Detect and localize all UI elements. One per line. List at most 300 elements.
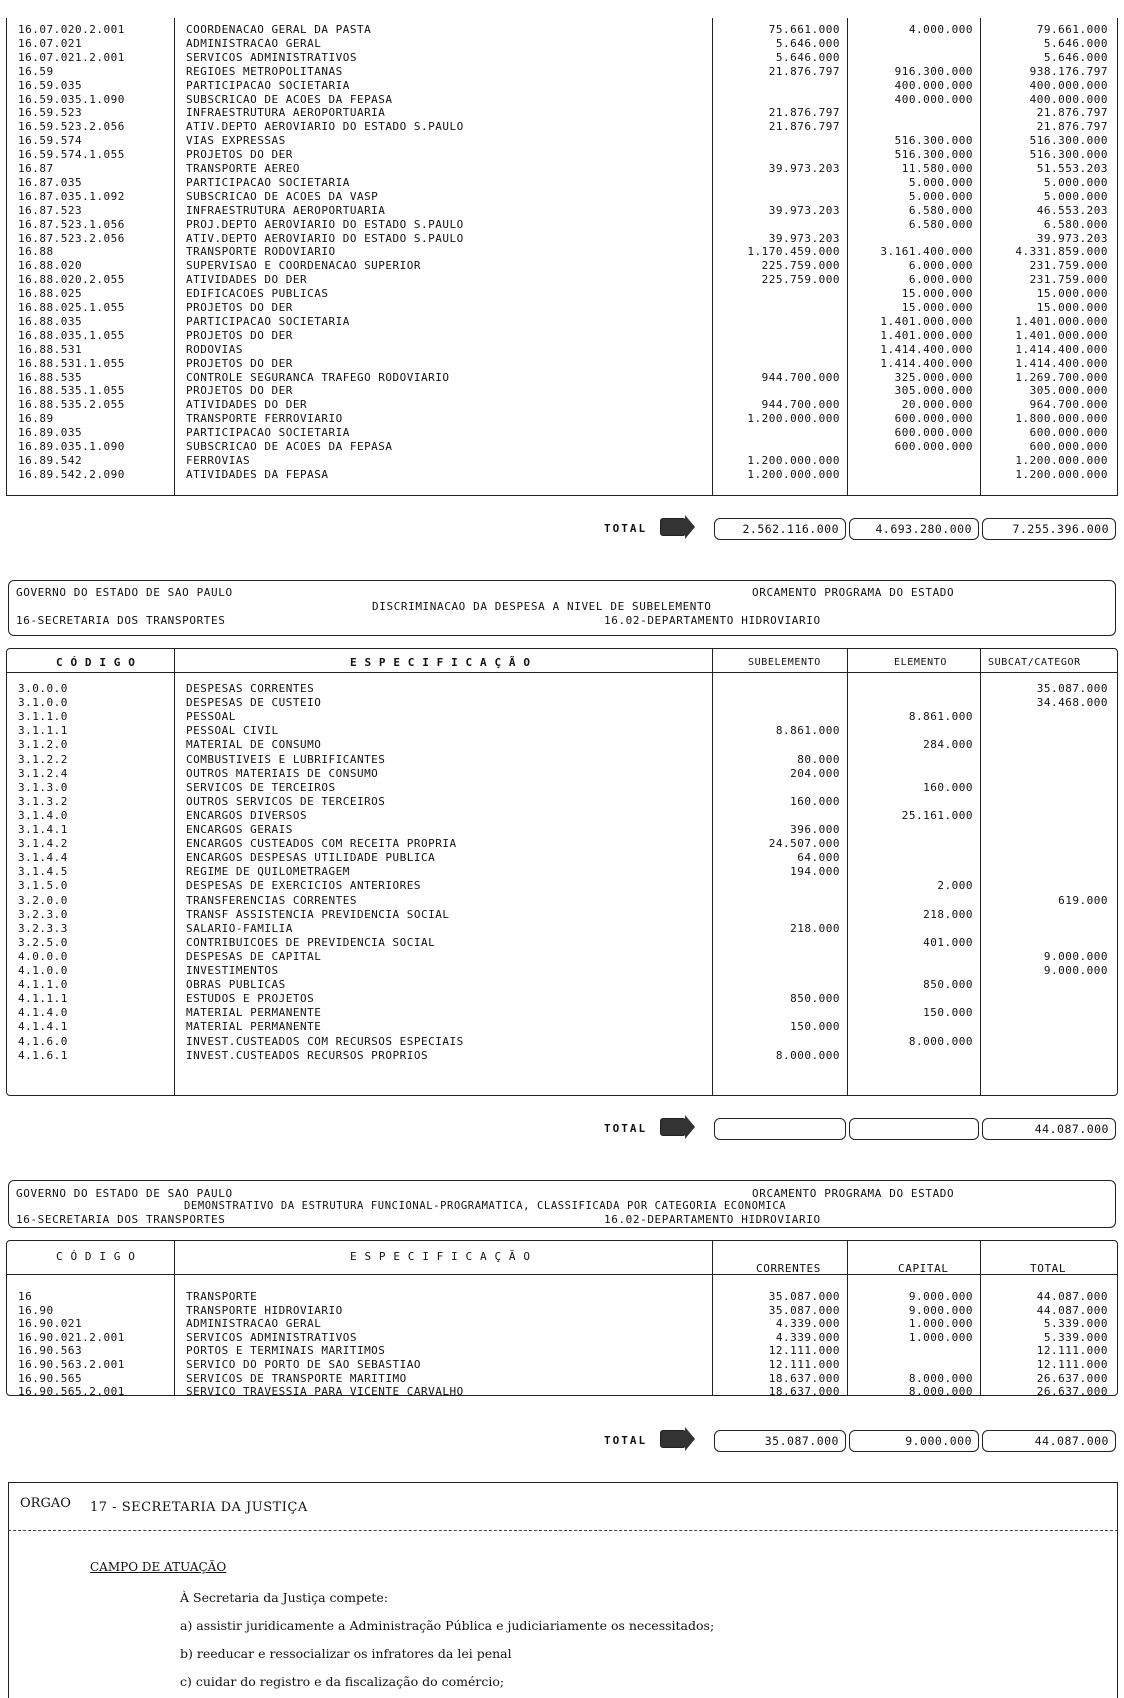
cell-c3: 1.800.000.000 — [1015, 412, 1108, 426]
cell-c2: 25.161.000 — [901, 808, 973, 822]
cell-c1: 64.000 — [797, 851, 840, 865]
cell-espec: CONTRIBUICOES DE PREVIDENCIA SOCIAL — [186, 935, 436, 949]
cell-c2: 516.300.000 — [894, 134, 973, 148]
cell-codigo: 3.1.3.2 — [18, 794, 68, 808]
orgao-name: 17 - SECRETARIA DA JUSTIÇA — [90, 1500, 308, 1515]
cell-c1: 150.000 — [790, 1020, 840, 1034]
cell-codigo: 3.2.5.0 — [18, 935, 68, 949]
cell-codigo: 16.59.574.1.055 — [18, 148, 125, 162]
cell-c1: 75.661.000 — [768, 23, 840, 36]
table1-total-c2: 4.693.280.000 — [849, 518, 979, 540]
cell-espec: TRANSPORTE FERROVIARIO — [186, 412, 343, 426]
orgao-item-a: a) assistir juridicamente a Administração Pública e judiciariamente os necessitados; — [180, 1618, 715, 1633]
cell-codigo: 16.87.523 — [18, 203, 83, 217]
cell-espec: OBRAS PUBLICAS — [186, 978, 286, 992]
cell-c3: 938.176.797 — [1029, 64, 1108, 78]
orgao-intro: À Secretaria da Justiça compete: — [180, 1590, 388, 1605]
table-row — [0, 837, 1124, 851]
table-row — [0, 120, 1124, 134]
cell-codigo: 16.59.035.1.090 — [18, 92, 125, 106]
cell-codigo: 16.87 — [18, 162, 54, 175]
cell-c3: 231.759.000 — [1029, 259, 1108, 273]
cell-c2: 4.000.000 — [908, 23, 973, 36]
cell-espec: TRANSPORTE RODOVIARIO — [186, 245, 336, 259]
cell-c1: 4.339.000 — [775, 1330, 840, 1344]
table1-total-c3: 7.255.396.000 — [982, 518, 1116, 540]
cell-espec: PROJ.DEPTO AEROVIARIO DO ESTADO S.PAULO — [186, 217, 464, 231]
cell-c3: 21.876.797 — [1036, 106, 1108, 120]
cell-espec: SALARIO-FAMILIA — [186, 921, 293, 935]
table3-total-c3: 44.087.000 — [982, 1430, 1116, 1452]
cell-c3: 9.000.000 — [1043, 949, 1108, 963]
cell-c3: 9.000.000 — [1043, 964, 1108, 977]
cell-c3: 12.111.000 — [1036, 1344, 1108, 1358]
cell-codigo: 16.87.035 — [18, 175, 83, 189]
cell-codigo: 16.07.021 — [18, 36, 83, 50]
table-row — [0, 879, 1124, 893]
cell-c2: 160.000 — [923, 780, 973, 794]
cell-c1: 225.759.000 — [761, 273, 840, 287]
table3-header-codigo: C Ó D I G O — [56, 1250, 136, 1263]
cell-codigo: 4.1.1.1 — [18, 992, 68, 1006]
table-row — [0, 964, 1124, 978]
table3-total-label: TOTAL — [604, 1434, 648, 1447]
cell-c2: 1.401.000.000 — [880, 314, 973, 328]
cell-espec: SERVICOS ADMINISTRATIVOS — [186, 1330, 357, 1344]
cell-c3: 600.000.000 — [1029, 440, 1108, 453]
cell-c2: 15.000.000 — [901, 301, 973, 314]
cell-codigo: 16 — [18, 1290, 33, 1303]
cell-espec: SERVICOS ADMINISTRATIVOS — [186, 50, 357, 64]
cell-c2: 1.000.000 — [908, 1317, 973, 1331]
cell-c2: 1.414.400.000 — [880, 342, 973, 356]
cell-codigo: 3.0.0.0 — [18, 682, 68, 695]
cell-codigo: 3.1.4.5 — [18, 865, 68, 879]
cell-codigo: 16.90.565.2.001 — [18, 1385, 125, 1399]
cell-codigo: 16.89.542.2.090 — [18, 467, 125, 481]
table-row — [0, 218, 1124, 232]
cell-c3: 5.000.000 — [1043, 175, 1108, 189]
table-row — [0, 190, 1124, 204]
cell-codigo: 16.88.535.1.055 — [18, 384, 125, 398]
cell-codigo: 16.87.523.2.056 — [18, 231, 125, 245]
cell-espec: ENCARGOS CUSTEADOS COM RECEITA PROPRIA — [186, 837, 457, 851]
cell-c1: 204.000 — [790, 766, 840, 780]
table-row — [0, 1006, 1124, 1020]
cell-codigo: 16.90.565 — [18, 1371, 83, 1385]
table2-header-c1: SUBELEMENTO — [748, 657, 821, 668]
cell-c2: 20.000.000 — [901, 398, 973, 412]
cell-espec: OUTROS MATERIAIS DE CONSUMO — [186, 766, 379, 780]
table-row — [0, 1372, 1124, 1386]
cell-codigo: 16.88 — [18, 245, 54, 259]
cell-c2: 6.580.000 — [908, 203, 973, 217]
cell-c2: 8.000.000 — [908, 1034, 973, 1048]
cell-c2: 9.000.000 — [908, 1303, 973, 1317]
table-row — [0, 301, 1124, 315]
cell-codigo: 16.59.523.2.056 — [18, 120, 125, 134]
cell-c1: 39.973.203 — [768, 231, 840, 245]
cell-c3: 619.000 — [1058, 893, 1108, 907]
cell-codigo: 16.88.535 — [18, 370, 83, 384]
cell-espec: SERVICOS DE TERCEIROS — [186, 780, 336, 794]
cell-codigo: 4.1.1.0 — [18, 978, 68, 992]
cell-c2: 3.161.400.000 — [880, 245, 973, 259]
table-row — [0, 1035, 1124, 1049]
cell-codigo: 4.1.6.0 — [18, 1034, 68, 1048]
cell-c3: 400.000.000 — [1029, 92, 1108, 106]
table-row — [0, 696, 1124, 710]
cell-codigo: 4.1.0.0 — [18, 964, 68, 977]
table3-header-rule — [6, 1274, 1118, 1275]
table-row — [0, 357, 1124, 371]
cell-c3: 5.339.000 — [1043, 1317, 1108, 1331]
cell-c1: 18.637.000 — [768, 1385, 840, 1399]
table-row — [0, 724, 1124, 738]
cell-c3: 1.414.400.000 — [1015, 356, 1108, 370]
cell-espec: INVESTIMENTOS — [186, 964, 279, 977]
cell-espec: REGIOES METROPOLITANAS — [186, 64, 343, 78]
cell-codigo: 3.1.4.0 — [18, 808, 68, 822]
table-row — [0, 1304, 1124, 1318]
table-row — [0, 412, 1124, 426]
table3-header-c1: CORRENTES — [756, 1262, 822, 1275]
cell-codigo: 16.88.020 — [18, 259, 83, 273]
table-row — [0, 809, 1124, 823]
cell-espec: PORTOS E TERMINAIS MARITIMOS — [186, 1344, 386, 1358]
table-row — [0, 781, 1124, 795]
cell-c3: 1.200.000.000 — [1015, 467, 1108, 481]
cell-codigo: 16.59.035 — [18, 78, 83, 92]
table-row — [0, 753, 1124, 767]
cell-espec: SUBSCRICAO DE ACOES DA VASP — [186, 189, 379, 203]
table-row — [0, 273, 1124, 287]
cell-c1: 8.000.000 — [775, 1048, 840, 1062]
table1-total-label: TOTAL — [604, 522, 648, 535]
cell-c1: 18.637.000 — [768, 1371, 840, 1385]
table3-total-c2: 9.000.000 — [849, 1430, 979, 1452]
cell-c1: 80.000 — [797, 752, 840, 766]
table-row — [0, 894, 1124, 908]
header3-departamento: 16.02-DEPARTAMENTO HIDROVIARIO — [604, 1213, 821, 1226]
header3-government: GOVERNO DO ESTADO DE SAO PAULO — [16, 1187, 233, 1200]
cell-codigo: 3.2.3.0 — [18, 907, 68, 921]
table-row — [0, 767, 1124, 781]
table-row — [0, 106, 1124, 120]
cell-codigo: 16.88.025.1.055 — [18, 301, 125, 314]
table-row — [0, 384, 1124, 398]
cell-espec: RODOVIAS — [186, 342, 243, 356]
cell-c2: 218.000 — [923, 907, 973, 921]
cell-c1: 944.700.000 — [761, 398, 840, 412]
cell-espec: ENCARGOS GERAIS — [186, 823, 293, 836]
cell-c3: 231.759.000 — [1029, 273, 1108, 287]
table-row — [0, 37, 1124, 51]
cell-c3: 5.646.000 — [1043, 50, 1108, 64]
cell-c2: 15.000.000 — [901, 287, 973, 301]
cell-c2: 400.000.000 — [894, 92, 973, 106]
cell-espec: ADMINISTRACAO GERAL — [186, 36, 322, 50]
cell-codigo: 16.89.035 — [18, 426, 83, 440]
cell-c2: 5.000.000 — [908, 189, 973, 203]
cell-espec: ENCARGOS DIVERSOS — [186, 808, 308, 822]
cell-espec: INVEST.CUSTEADOS RECURSOS PROPRIOS — [186, 1048, 429, 1062]
cell-codigo: 16.07.021.2.001 — [18, 50, 125, 64]
table-row — [0, 315, 1124, 329]
cell-c3: 26.637.000 — [1036, 1385, 1108, 1399]
cell-c1: 24.507.000 — [768, 837, 840, 851]
cell-codigo: 4.0.0.0 — [18, 949, 68, 963]
header2-budget: ORCAMENTO PROGRAMA DO ESTADO — [752, 586, 955, 599]
header2-departamento: 16.02-DEPARTAMENTO HIDROVIARIO — [604, 614, 821, 627]
cell-c3: 1.269.700.000 — [1015, 370, 1108, 384]
table-row — [0, 1049, 1124, 1063]
header3-budget: ORCAMENTO PROGRAMA DO ESTADO — [752, 1187, 955, 1200]
cell-espec: PROJETOS DO DER — [186, 301, 293, 314]
cell-c3: 964.700.000 — [1029, 398, 1108, 412]
cell-espec: PARTICIPACAO SOCIETARIA — [186, 426, 350, 440]
cell-codigo: 3.1.4.2 — [18, 837, 68, 851]
cell-c3: 1.401.000.000 — [1015, 314, 1108, 328]
cell-codigo: 16.88.035.1.055 — [18, 328, 125, 342]
cell-c1: 35.087.000 — [768, 1303, 840, 1317]
cell-c3: 1.401.000.000 — [1015, 328, 1108, 342]
cell-c1: 225.759.000 — [761, 259, 840, 273]
table-row — [0, 851, 1124, 865]
cell-codigo: 16.89.542 — [18, 453, 83, 467]
cell-espec: ATIVIDADES DO DER — [186, 398, 308, 412]
cell-c3: 51.553.203 — [1036, 162, 1108, 175]
cell-c3: 15.000.000 — [1036, 287, 1108, 301]
cell-codigo: 4.1.6.1 — [18, 1048, 68, 1062]
table-row — [0, 245, 1124, 259]
cell-c3: 5.646.000 — [1043, 36, 1108, 50]
header2-secretaria: 16-SECRETARIA DOS TRANSPORTES — [16, 614, 226, 627]
cell-codigo: 3.1.3.0 — [18, 780, 68, 794]
cell-codigo: 16.87.035.1.092 — [18, 189, 125, 203]
table-row — [0, 259, 1124, 273]
cell-espec: DESPESAS DE CUSTEIO — [186, 696, 322, 710]
cell-espec: ATIV.DEPTO AEROVIARIO DO ESTADO S.PAULO — [186, 231, 464, 245]
cell-espec: ADMINISTRACAO GERAL — [186, 1317, 322, 1331]
table-row — [0, 65, 1124, 79]
table-row — [0, 1317, 1124, 1331]
cell-codigo: 16.89.035.1.090 — [18, 440, 125, 453]
table-row — [0, 398, 1124, 412]
cell-c1: 1.200.000.000 — [747, 453, 840, 467]
cell-espec: PROJETOS DO DER — [186, 384, 293, 398]
cell-espec: DESPESAS DE CAPITAL — [186, 949, 322, 963]
orgao-rule — [8, 1530, 1118, 1531]
cell-c1: 39.973.203 — [768, 162, 840, 175]
table-row — [0, 79, 1124, 93]
cell-codigo: 3.1.2.4 — [18, 766, 68, 780]
header3-title: DEMONSTRATIVO DA ESTRUTURA FUNCIONAL-PROGRAMATICA, CLASSIFICADA POR CATEGORIA ECONOMICA — [184, 1200, 787, 1212]
table3-header-espec: E S P E C I F I C A Ç Ã O — [350, 1250, 531, 1263]
cell-espec: PESSOAL — [186, 710, 236, 724]
cell-c1: 39.973.203 — [768, 203, 840, 217]
cell-espec: DESPESAS CORRENTES — [186, 682, 315, 695]
cell-c1: 5.646.000 — [775, 50, 840, 64]
cell-c2: 600.000.000 — [894, 426, 973, 440]
arrow-right-icon — [660, 1118, 686, 1136]
cell-c3: 34.468.000 — [1036, 696, 1108, 710]
cell-espec: INFRAESTRUTURA AEROPORTUARIA — [186, 106, 386, 120]
cell-espec: REGIME DE QUILOMETRAGEM — [186, 865, 350, 879]
cell-c2: 325.000.000 — [894, 370, 973, 384]
cell-espec: PARTICIPACAO SOCIETARIA — [186, 78, 350, 92]
cell-c1: 1.200.000.000 — [747, 412, 840, 426]
header3-secretaria: 16-SECRETARIA DOS TRANSPORTES — [16, 1213, 226, 1226]
cell-codigo: 3.1.1.0 — [18, 710, 68, 724]
cell-c3: 21.876.797 — [1036, 120, 1108, 134]
cell-c1: 5.646.000 — [775, 36, 840, 50]
cell-c1: 194.000 — [790, 865, 840, 879]
cell-c2: 6.580.000 — [908, 217, 973, 231]
cell-codigo: 16.89 — [18, 412, 54, 426]
table-row — [0, 992, 1124, 1006]
table2-header-c2: ELEMENTO — [894, 657, 947, 668]
cell-espec: ATIV.DEPTO AEROVIARIO DO ESTADO S.PAULO — [186, 120, 464, 134]
cell-espec: SERVICO DO PORTO DE SAO SEBASTIAO — [186, 1358, 422, 1371]
cell-espec: MATERIAL DE CONSUMO — [186, 738, 322, 752]
cell-espec: PESSOAL CIVIL — [186, 724, 279, 738]
cell-c1: 21.876.797 — [768, 120, 840, 134]
table-row — [0, 371, 1124, 385]
cell-c2: 1.000.000 — [908, 1330, 973, 1344]
cell-c3: 400.000.000 — [1029, 78, 1108, 92]
table-row — [0, 134, 1124, 148]
cell-c1: 35.087.000 — [768, 1290, 840, 1303]
cell-c3: 5.000.000 — [1043, 189, 1108, 203]
table-row — [0, 468, 1124, 482]
cell-codigo: 16.88.535.2.055 — [18, 398, 125, 412]
cell-espec: SERVICOS DE TRANSPORTE MARITIMO — [186, 1371, 407, 1385]
cell-c2: 1.414.400.000 — [880, 356, 973, 370]
table2-total-c2 — [849, 1118, 979, 1140]
cell-codigo: 3.1.4.1 — [18, 823, 68, 836]
cell-espec: COMBUSTIVEIS E LUBRIFICANTES — [186, 752, 386, 766]
cell-codigo: 16.88.025 — [18, 287, 83, 301]
cell-codigo: 16.59 — [18, 64, 54, 78]
table-row — [0, 148, 1124, 162]
table-row — [0, 978, 1124, 992]
table3-header-c3: TOTAL — [1030, 1262, 1067, 1275]
table-row — [0, 329, 1124, 343]
cell-c3: 4.331.859.000 — [1015, 245, 1108, 259]
cell-codigo: 16.88.035 — [18, 314, 83, 328]
cell-codigo: 3.1.0.0 — [18, 696, 68, 710]
cell-espec: EDIFICACOES PUBLICAS — [186, 287, 329, 301]
cell-codigo: 3.2.0.0 — [18, 893, 68, 907]
cell-c2: 516.300.000 — [894, 148, 973, 162]
table-row — [0, 1358, 1124, 1372]
cell-c2: 401.000 — [923, 935, 973, 949]
table2-header-c3: SUBCAT/CATEGOR — [988, 657, 1081, 668]
table-row — [0, 343, 1124, 357]
cell-c3: 1.200.000.000 — [1015, 453, 1108, 467]
table-row — [0, 23, 1124, 37]
table-row — [0, 204, 1124, 218]
cell-c3: 600.000.000 — [1029, 426, 1108, 440]
cell-c1: 12.111.000 — [768, 1358, 840, 1371]
table-row — [0, 1331, 1124, 1345]
header2-title: DISCRIMINACAO DA DESPESA A NIVEL DE SUBELEMENTO — [372, 600, 712, 613]
table-row — [0, 738, 1124, 752]
cell-c2: 916.300.000 — [894, 64, 973, 78]
cell-codigo: 16.90.021.2.001 — [18, 1330, 125, 1344]
cell-c3: 26.637.000 — [1036, 1371, 1108, 1385]
cell-espec: SUBSCRICAO DE ACOES DA FEPASA — [186, 92, 393, 106]
table-row — [0, 1385, 1124, 1399]
table2-total-c3: 44.087.000 — [982, 1118, 1116, 1140]
table-row — [0, 908, 1124, 922]
table3-total-c1: 35.087.000 — [714, 1430, 846, 1452]
cell-espec: PARTICIPACAO SOCIETARIA — [186, 314, 350, 328]
cell-c1: 8.861.000 — [775, 724, 840, 738]
table-row — [0, 936, 1124, 950]
table-row — [0, 426, 1124, 440]
cell-espec: PROJETOS DO DER — [186, 148, 293, 162]
cell-c2: 5.000.000 — [908, 175, 973, 189]
cell-c1: 1.200.000.000 — [747, 467, 840, 481]
table-row — [0, 1290, 1124, 1304]
cell-codigo: 16.07.020.2.001 — [18, 23, 125, 36]
cell-c3: 46.553.203 — [1036, 203, 1108, 217]
table-row — [0, 922, 1124, 936]
table-row — [0, 51, 1124, 65]
cell-c2: 1.401.000.000 — [880, 328, 973, 342]
cell-c1: 1.170.459.000 — [747, 245, 840, 259]
cell-c2: 2.000 — [937, 879, 973, 893]
table-row — [0, 93, 1124, 107]
header2-government: GOVERNO DO ESTADO DE SAO PAULO — [16, 586, 233, 599]
cell-c2: 150.000 — [923, 1006, 973, 1020]
table1-total-c1: 2.562.116.000 — [714, 518, 846, 540]
table-row — [0, 162, 1124, 176]
cell-c1: 21.876.797 — [768, 64, 840, 78]
cell-c2: 8.000.000 — [908, 1371, 973, 1385]
cell-codigo: 3.1.1.1 — [18, 724, 68, 738]
arrow-right-icon — [660, 518, 686, 536]
table2-header-rule — [6, 672, 1118, 673]
cell-espec: TRANSPORTE AEREO — [186, 162, 300, 175]
cell-c2: 8.000.000 — [908, 1385, 973, 1399]
cell-espec: TRANSPORTE HIDROVIARIO — [186, 1303, 343, 1317]
table3-header-c2: CAPITAL — [898, 1262, 949, 1275]
cell-c2: 850.000 — [923, 978, 973, 992]
cell-espec: ENCARGOS DESPESAS UTILIDADE PUBLICA — [186, 851, 436, 865]
table-row — [0, 950, 1124, 964]
cell-c3: 35.087.000 — [1036, 682, 1108, 695]
cell-espec: PROJETOS DO DER — [186, 356, 293, 370]
table2-header-espec: E S P E C I F I C A Ç Ã O — [350, 656, 531, 669]
cell-codigo: 16.88.531 — [18, 342, 83, 356]
cell-c1: 12.111.000 — [768, 1344, 840, 1358]
cell-espec: ESTUDOS E PROJETOS — [186, 992, 315, 1006]
cell-codigo: 16.88.020.2.055 — [18, 273, 125, 287]
cell-codigo: 4.1.4.1 — [18, 1020, 68, 1034]
table-row — [0, 232, 1124, 246]
table-row — [0, 823, 1124, 837]
cell-c2: 8.861.000 — [908, 710, 973, 724]
cell-espec: SUPERVISAO E COORDENACAO SUPERIOR — [186, 259, 422, 273]
cell-espec: ATIVIDADES DO DER — [186, 273, 308, 287]
cell-c3: 516.300.000 — [1029, 148, 1108, 162]
orgao-label: ORGAO — [20, 1496, 71, 1511]
cell-c2: 400.000.000 — [894, 78, 973, 92]
table-row — [0, 454, 1124, 468]
